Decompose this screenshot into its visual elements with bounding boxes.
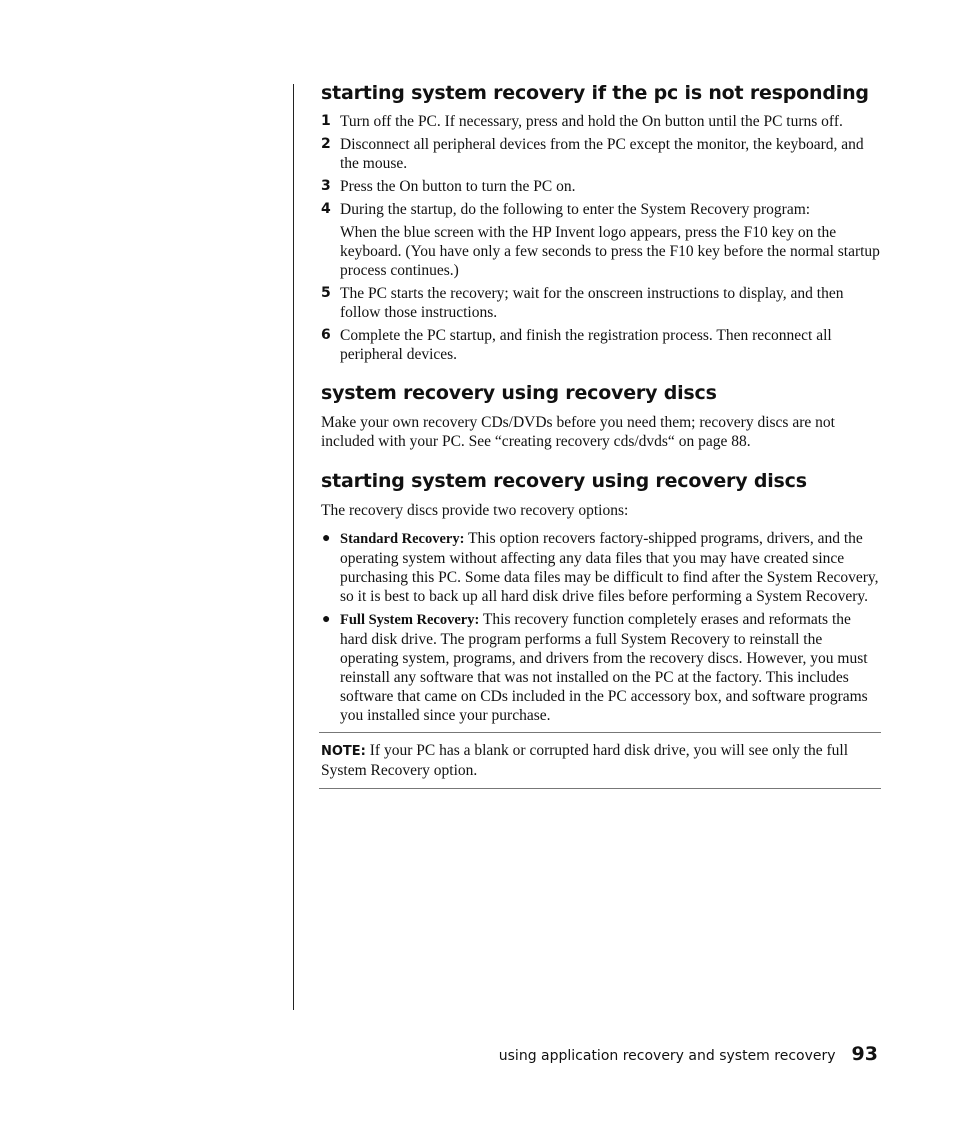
bullet-item	[321, 529, 881, 606]
bullet-text: This recovery function completely erases and reformats the hard disk drive. The program performs a full System Recovery to reinstall the operating system, programs, and drivers from the recovery discs. However, you must reinstall any software that was not installed on the PC at the factory. This includes software that came on CDs included in the PC accessory box, and software programs you installed since your purchase.	[340, 611, 868, 724]
note-text: If your PC has a blank or corrupted hard disk drive, you will see only the full System Recovery option.	[321, 742, 849, 779]
step-number: 4	[321, 201, 331, 217]
note-label: NOTE:	[321, 744, 366, 759]
recovery-discs-paragraph: Make your own recovery CDs/DVDs before you need them; recovery discs are not included with your PC. See “creating recovery cds/dvds“ on page 88.	[321, 414, 835, 450]
page-content	[321, 82, 881, 789]
steps-list	[321, 112, 881, 364]
step-item	[321, 112, 881, 131]
step-item	[321, 326, 881, 364]
step-number: 2	[321, 136, 331, 152]
step-text: Disconnect all peripheral devices from the PC except the monitor, the keyboard, and the mouse.	[340, 136, 864, 172]
step-text: Complete the PC startup, and finish the registration process. Then reconnect all peripheral devices.	[340, 327, 832, 363]
bullet-term: Standard Recovery:	[340, 531, 465, 547]
step-subtext: When the blue screen with the HP Invent logo appears, press the F10 key on the keyboard. (You have only a few seconds to press the F10 key before the normal startup process continues.)	[340, 224, 880, 279]
footer-chapter-title: using application recovery and system recovery	[498, 1048, 836, 1064]
step-number: 6	[321, 327, 331, 343]
page-number: 93	[851, 1043, 878, 1065]
note-box	[319, 732, 881, 789]
heading-recovery-discs: system recovery using recovery discs	[321, 382, 717, 404]
bullet-term: Full System Recovery:	[340, 612, 480, 628]
heading-starting-recovery-discs: starting system recovery using recovery discs	[321, 470, 807, 492]
bullet-icon: ●	[322, 531, 331, 546]
bullet-item	[321, 610, 881, 725]
step-text: Turn off the PC. If necessary, press and hold the On button until the PC turns off.	[340, 113, 843, 130]
step-number: 5	[321, 285, 331, 301]
heading-not-responding: starting system recovery if the pc is not responding	[321, 82, 869, 104]
bullet-icon: ●	[322, 612, 331, 627]
step-item	[321, 284, 881, 322]
left-margin-rule	[293, 84, 294, 1010]
step-text: Press the On button to turn the PC on.	[340, 178, 576, 195]
step-text: The PC starts the recovery; wait for the onscreen instructions to display, and then follow those instructions.	[340, 285, 844, 321]
recovery-options-intro: The recovery discs provide two recovery options:	[321, 502, 629, 519]
recovery-options-list	[321, 529, 881, 725]
bullet-text: This option recovers factory-shipped programs, drivers, and the operating system without affecting any data files that you may have created since purchasing this PC. Some data files may be difficult to find after the System Recovery, so it is best to back up all hard disk drive files before performing a System Recovery.	[340, 530, 879, 605]
step-item	[321, 200, 881, 280]
page-footer	[499, 1043, 878, 1065]
step-number: 1	[321, 113, 331, 129]
step-item	[321, 177, 881, 196]
step-item	[321, 135, 881, 173]
step-number: 3	[321, 178, 331, 194]
step-text: During the startup, do the following to enter the System Recovery program:	[340, 201, 811, 218]
